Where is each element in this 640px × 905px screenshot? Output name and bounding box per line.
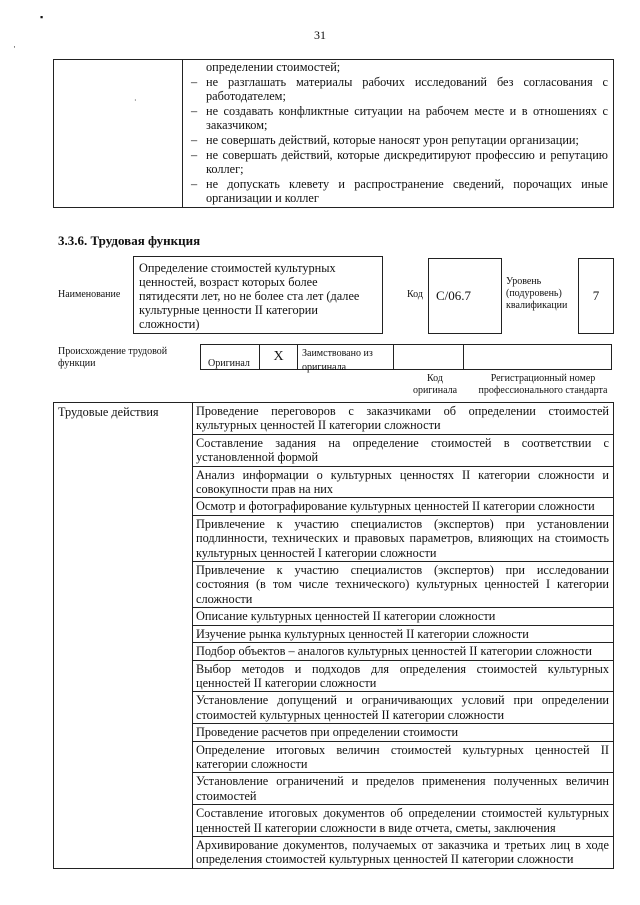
labor-actions-label: Трудовые действия bbox=[54, 403, 193, 869]
continuation-content-cell bbox=[183, 60, 614, 208]
level-label: Уровень (подуровень) квалификации bbox=[506, 276, 568, 311]
origin-label: Происхождение трудовой функции bbox=[58, 346, 168, 369]
function-name-box: Определение стоимостей культурных ценностей, возраст которых более пятидесяти лет, но не более ста лет (далее культурные ценности II категории сложности) bbox=[133, 256, 383, 334]
original-code-cell bbox=[394, 344, 464, 370]
table-row: Анализ информации о культурных ценностях II категории сложности и совокупности прав на них bbox=[193, 466, 614, 498]
table-row: Выбор методов и подходов для определения стоимостей культурных ценностей II категории сложности bbox=[193, 660, 614, 692]
scan-mark: ▪ bbox=[40, 12, 44, 22]
table-row: Изучение рынка культурных ценностей II категории сложности bbox=[193, 625, 614, 642]
table-row: Проведение переговоров с заказчиками об определении стоимостей культурных ценностей II категории сложности bbox=[193, 403, 614, 435]
name-label: Наименование bbox=[58, 289, 121, 300]
code-original-label: Код оригинала bbox=[412, 373, 458, 396]
list-item: – не совершать действий, которые дискредитируют профессию и репутацию коллег; bbox=[191, 147, 608, 177]
list-item: – не создавать конфликтные ситуации на рабочем месте и в отношениях с заказчиком; bbox=[191, 103, 608, 133]
table-row: Составление итоговых документов об определении стоимостей культурных ценностей II категории сложности в виде отчета, сметы, заключения bbox=[193, 805, 614, 837]
code-label: Код bbox=[407, 289, 423, 300]
table-row: Привлечение к участию специалистов (экспертов) при установлении подлинности, технических и правовых параметров, влияющих на стоимость культурных ценностей I категории сложности bbox=[193, 515, 614, 561]
table-row: Установление допущений и ограничивающих условий при определении стоимостей культурных ценностей II категории сложности bbox=[193, 692, 614, 724]
origin-row bbox=[200, 344, 612, 373]
table-row: Проведение расчетов при определении стоимости bbox=[193, 724, 614, 741]
table-row: Осмотр и фотографирование культурных ценностей II категории сложности bbox=[193, 498, 614, 515]
list-item: определении стоимостей; bbox=[206, 60, 341, 74]
table-row: Архивирование документов, получаемых от заказчика и третьих лиц в ходе определения стоимостей культурных ценностей II категории сложности bbox=[193, 836, 614, 868]
reg-number-label: Регистрационный номер профессионального стандарта bbox=[478, 373, 608, 396]
table-row: Подбор объектов – аналогов культурных ценностей II категории сложности bbox=[193, 643, 614, 660]
list-item: – не совершать действий, которые наносят урон репутации организации; bbox=[191, 132, 579, 147]
reg-number-cell bbox=[464, 344, 612, 370]
original-mark: X bbox=[260, 344, 298, 370]
table-row: Установление ограничений и пределов применения полученных величин стоимостей bbox=[193, 773, 614, 805]
borrowed-label-cell: Заимствовано из оригинала bbox=[298, 344, 394, 370]
scan-mark: · bbox=[13, 42, 16, 52]
scan-mark: · bbox=[134, 96, 137, 105]
continuation-label-cell bbox=[54, 60, 183, 208]
function-code-box: C/06.7 bbox=[428, 258, 502, 334]
original-label-cell: Оригинал bbox=[200, 344, 260, 370]
continuation-table bbox=[53, 59, 614, 208]
qualification-level-box: 7 bbox=[578, 258, 614, 334]
list-item: – не допускать клевету и распространение сведений, порочащих иные организации и коллег bbox=[191, 176, 608, 206]
table-row: Определение итоговых величин стоимостей культурных ценностей II категории сложности bbox=[193, 741, 614, 773]
table-row: Привлечение к участию специалистов (экспертов) при исследовании состояния (в том числе технического) культурных ценностей I категории сложности bbox=[193, 562, 614, 608]
table-row: Описание культурных ценностей II категории сложности bbox=[193, 608, 614, 625]
table-row: Составление задания на определение стоимостей в соответствии с установленной формой bbox=[193, 434, 614, 466]
page-number: 31 bbox=[314, 28, 326, 42]
section-heading: 3.3.6. Трудовая функция bbox=[58, 233, 201, 248]
labor-actions-table bbox=[53, 402, 614, 869]
list-item: – не разглашать материалы рабочих исследований без согласования с работодателем; bbox=[191, 74, 608, 104]
